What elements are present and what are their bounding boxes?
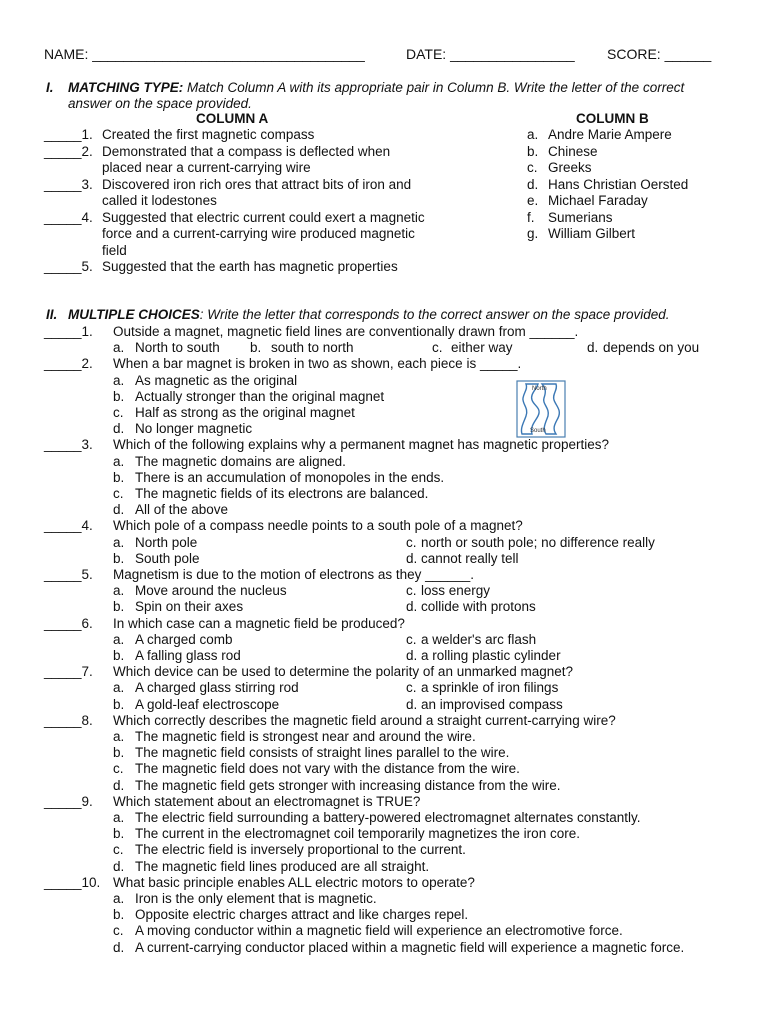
option-letter: b. xyxy=(113,745,125,761)
column-b-letter: c. xyxy=(527,160,538,175)
option-text: The magnetic field does not vary with the distance from the wire. xyxy=(135,761,520,777)
section2-heading xyxy=(68,307,670,323)
option-text: There is an accumulation of monopoles in the ends. xyxy=(135,469,445,485)
option-letter: a. xyxy=(113,810,125,825)
option-letter: b. xyxy=(113,826,125,842)
option-text: A moving conductor within a magnetic field will experience an electromotive force. xyxy=(135,923,623,939)
answer-blank[interactable]: _____2. xyxy=(44,356,93,372)
column-a-item-text: force and a current-carrying wire produced magnetic xyxy=(102,226,415,241)
option-letter: c. xyxy=(406,631,417,647)
column-b-letter: f. xyxy=(527,209,535,225)
option-text: cannot really tell xyxy=(421,550,519,566)
column-a-item-text: placed near a current-carrying wire xyxy=(102,160,311,175)
option-letter: a. xyxy=(113,891,125,906)
answer-blank[interactable]: _____4. xyxy=(44,209,93,225)
magnet-north-label: North xyxy=(532,386,547,392)
question-text: Which of the following explains why a permanent magnet has magnetic properties? xyxy=(113,437,610,453)
option-text: As magnetic as the original xyxy=(135,372,298,388)
option-text: Iron is the only element that is magnetic. xyxy=(135,891,377,906)
answer-blank[interactable]: _____1. xyxy=(44,127,93,142)
option-letter: b. xyxy=(113,599,125,615)
option-text: loss energy xyxy=(421,583,491,599)
option-letter: d. xyxy=(406,696,418,712)
option-letter: d. xyxy=(406,550,418,566)
option-text: The magnetic field lines produced are all straight. xyxy=(135,858,430,874)
option-letter: a. xyxy=(113,729,125,744)
section1-numeral: I. xyxy=(46,80,54,95)
option-letter: d. xyxy=(113,777,125,793)
answer-blank[interactable]: _____2. xyxy=(44,143,93,159)
question-text: Outside a magnet, magnetic field lines are conventionally drawn from ______. xyxy=(113,324,579,339)
option-letter: b. xyxy=(250,340,262,356)
option-letter: c. xyxy=(113,405,124,420)
column-a-item-text: Discovered iron rich ores that attract bits of iron and xyxy=(102,176,412,192)
column-b-item-text: Andre Marie Ampere xyxy=(548,127,672,142)
option-text: The electric field surrounding a battery-powered electromagnet alternates constantly. xyxy=(135,810,641,825)
option-text: A gold-leaf electroscope xyxy=(135,696,280,712)
answer-blank[interactable]: _____1. xyxy=(44,324,93,339)
column-a-item-text: field xyxy=(102,242,127,258)
option-letter: c. xyxy=(113,923,124,939)
question-text: Which statement about an electromagnet is TRUE? xyxy=(113,793,421,809)
option-letter: b. xyxy=(113,388,125,404)
option-text: depends on you xyxy=(603,340,700,356)
section2-title: MULTIPLE CHOICES xyxy=(68,307,200,322)
column-b-item-text: Greeks xyxy=(548,160,592,175)
section1-instruction-cont: answer on the space provided. xyxy=(68,96,252,111)
option-text: A falling glass rod xyxy=(135,648,241,663)
column-a-item-text: Suggested that the earth has magnetic properties xyxy=(102,259,398,274)
option-letter: c. xyxy=(113,486,124,501)
option-text: Half as strong as the original magnet xyxy=(135,405,355,420)
column-b-item-text: Sumerians xyxy=(548,209,613,225)
option-text: Opposite electric charges attract and like charges repel. xyxy=(135,907,469,923)
option-letter: c. xyxy=(113,761,124,777)
column-a-header: COLUMN A xyxy=(196,111,269,126)
option-letter: b. xyxy=(113,550,125,566)
option-text: The magnetic domains are aligned. xyxy=(135,453,346,469)
option-letter: d. xyxy=(406,648,418,663)
option-text: either way xyxy=(451,340,513,356)
answer-blank[interactable]: _____3. xyxy=(44,176,93,192)
column-a-item-text: Suggested that electric current could exert a magnetic xyxy=(102,209,425,225)
column-b-letter: d. xyxy=(527,176,539,192)
section1-title: MATCHING TYPE: xyxy=(68,80,184,95)
answer-blank[interactable]: _____7. xyxy=(44,664,93,680)
option-letter: a. xyxy=(113,340,125,356)
option-letter: c. xyxy=(406,583,417,599)
column-b-letter: b. xyxy=(527,143,539,159)
question-text: What basic principle enables ALL electric motors to operate? xyxy=(113,874,475,890)
column-b-header: COLUMN B xyxy=(576,111,649,126)
option-text: South pole xyxy=(135,550,200,566)
option-text: a rolling plastic cylinder xyxy=(421,648,561,663)
option-text: an improvised compass xyxy=(421,696,563,712)
score-field[interactable]: SCORE: ______ xyxy=(607,46,712,62)
column-b-item-text: Hans Christian Oersted xyxy=(548,176,689,192)
option-text: A charged glass stirring rod xyxy=(135,680,299,696)
option-letter: d. xyxy=(113,421,125,437)
option-text: The magnetic field consists of straight lines parallel to the wire. xyxy=(135,745,510,761)
column-b-item-text: Michael Faraday xyxy=(548,193,648,208)
option-letter: c. xyxy=(406,534,417,550)
option-text: A current-carrying conductor placed within a magnetic field will experience a magnetic force. xyxy=(135,939,685,955)
option-text: The current in the electromagnet coil temporarily magnetizes the iron core. xyxy=(135,826,580,842)
option-text: The magnetic field gets stronger with increasing distance from the wire. xyxy=(135,777,561,793)
answer-blank[interactable]: _____4. xyxy=(44,518,93,534)
option-letter: a. xyxy=(113,680,125,696)
option-letter: d. xyxy=(587,340,599,356)
option-text: a welder's arc flash xyxy=(421,631,537,647)
option-letter: a. xyxy=(113,372,125,388)
option-letter: c. xyxy=(113,842,124,858)
option-text: a sprinkle of iron filings xyxy=(421,680,559,696)
option-letter: d. xyxy=(113,939,125,955)
option-letter: a. xyxy=(113,534,125,550)
magnet-south-label: South xyxy=(530,428,546,434)
option-letter: a. xyxy=(113,631,125,647)
option-letter: d. xyxy=(113,858,125,874)
name-field[interactable]: NAME: ___________________________________ xyxy=(44,46,365,62)
column-a-item-text: Created the first magnetic compass xyxy=(102,127,315,142)
column-b-letter: g. xyxy=(527,226,539,241)
answer-blank[interactable]: _____9. xyxy=(44,793,93,809)
column-a-item-text: called it lodestones xyxy=(102,193,217,208)
question-text: Which device can be used to determine the polarity of an unmarked magnet? xyxy=(113,664,574,680)
date-field[interactable]: DATE: ________________ xyxy=(406,46,575,62)
option-letter: a. xyxy=(113,453,125,469)
option-letter: a. xyxy=(113,583,125,599)
answer-blank[interactable]: _____3. xyxy=(44,437,93,453)
option-letter: b. xyxy=(113,648,125,663)
answer-blank[interactable]: _____8. xyxy=(44,712,93,728)
option-text: The magnetic field is strongest near and around the wire. xyxy=(135,729,476,744)
option-letter: b. xyxy=(113,907,125,923)
answer-blank[interactable]: _____10. xyxy=(44,874,101,890)
question-text: Magnetism is due to the motion of electrons as they ______. xyxy=(113,567,474,582)
option-letter: c. xyxy=(406,680,417,696)
option-text: All of the above xyxy=(135,502,229,518)
answer-blank[interactable]: _____5. xyxy=(44,567,93,582)
option-letter: c. xyxy=(432,340,443,356)
option-text: The magnetic fields of its electrons are balanced. xyxy=(135,486,429,501)
broken-magnet-figure xyxy=(516,380,566,438)
section1-instruction: Match Column A with its appropriate pair in Column B. Write the letter of the correct xyxy=(183,80,685,95)
option-text: No longer magnetic xyxy=(135,421,253,437)
column-b-item-text: William Gilbert xyxy=(548,226,636,241)
column-a-item-text: Demonstrated that a compass is deflected when xyxy=(102,143,391,159)
option-text: Move around the nucleus xyxy=(135,583,287,599)
section2-numeral: II. xyxy=(46,307,58,322)
option-text: North to south xyxy=(135,340,220,356)
question-text: When a bar magnet is broken in two as shown, each piece is _____. xyxy=(113,356,522,372)
option-text: North pole xyxy=(135,534,198,550)
question-text: Which pole of a compass needle points to a south pole of a magnet? xyxy=(113,518,523,534)
option-text: north or south pole; no difference really xyxy=(421,534,655,550)
option-text: collide with protons xyxy=(421,599,536,615)
answer-blank[interactable]: _____6. xyxy=(44,615,93,631)
option-text: Actually stronger than the original magnet xyxy=(135,388,385,404)
column-b-letter: a. xyxy=(527,127,539,142)
option-text: Spin on their axes xyxy=(135,599,244,615)
option-letter: d. xyxy=(406,599,418,615)
question-text: Which correctly describes the magnetic field around a straight current-carrying wire? xyxy=(113,712,616,728)
answer-blank[interactable]: _____5. xyxy=(44,259,93,274)
column-b-letter: e. xyxy=(527,193,539,208)
column-b-item-text: Chinese xyxy=(548,143,598,159)
option-letter: b. xyxy=(113,469,125,485)
question-text: In which case can a magnetic field be produced? xyxy=(113,615,405,631)
option-letter: d. xyxy=(113,502,125,518)
section2-instruction: : Write the letter that corresponds to the correct answer on the space provided. xyxy=(199,307,670,322)
option-text: The electric field is inversely proportional to the current. xyxy=(135,842,466,858)
option-text: A charged comb xyxy=(135,631,233,647)
option-letter: b. xyxy=(113,696,125,712)
option-text: south to north xyxy=(271,340,354,356)
section1-heading xyxy=(68,80,684,96)
